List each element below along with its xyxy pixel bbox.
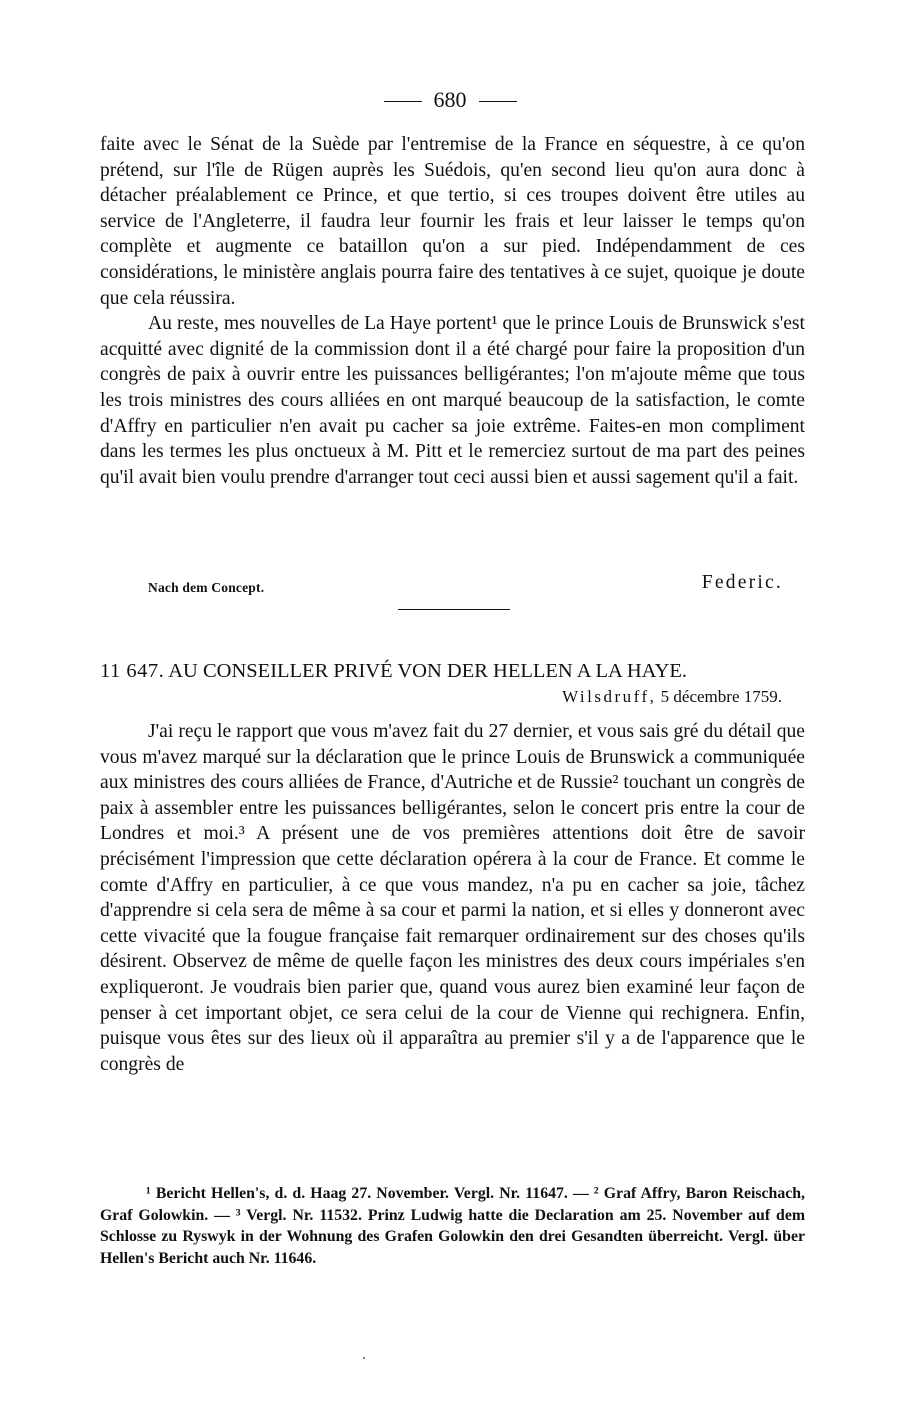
dateline (562, 685, 782, 709)
page-number (0, 86, 900, 114)
footnotes (100, 1183, 805, 1269)
page-number-value: 680 (433, 87, 467, 112)
source-note: Nach dem Concept. (148, 580, 265, 595)
paragraph: faite avec le Sénat de la Suède par l'entremise de la France en séquestre, à ce qu'on prétend, sur l'île de Rügen auprès les Suédois, qu'en second lieu qu'on aura donc à détacher préalablement ce Prince, et que tertio, si ces troupes doivent être utiles au service de l'Angleterre, il faudra leur fournir les frais et leur laisser le temps qu'on complète et augmente ce bataillon qu'on a sur pied. Indépendamment de ces considérations, le ministère anglais pourra faire des tentatives à ce sujet, quoique je doute que cela réussira. (100, 134, 805, 309)
page-number-dash-left (384, 101, 422, 102)
letter-body (100, 719, 805, 1077)
letter-number: 11 647. (100, 660, 165, 682)
signature: Federic. (701, 572, 783, 593)
footnote: ¹ Bericht Hellen's, d. d. Haag 27. November. Vergl. Nr. 11647. — ² Graf Affry, Baron Reischach, Graf Golowkin. — ³ Vergl. Nr. 11532. Prinz Ludwig hatte die Declaration am 25. November auf dem Schlosse zu Ryswyk in der Wohnung des Grafen Golowkin den drei Gesandten überreicht. Vergl. über Hellen's Bericht auch Nr. 11646. (100, 1185, 805, 1267)
paragraph: J'ai reçu le rapport que vous m'avez fait du 27 dernier, et vous sais gré du détail que vous m'avez marqué sur la déclaration que le prince Louis de Brunswick a communiquée aux ministres des cours alliées de France, d'Autriche et de Russie² touchant un congrès de paix à assembler entre les puissances belligérantes, selon le concert pris entre la cour de Londres et moi.³ A présent une de vos premières attentions doit être de savoir précisément l'impression que cette déclaration opérera à la cour de France. Et comme le comte d'Affry en particulier, à ce que vous mandez, n'a pu en cacher sa joie, tâchez d'apprendre si cela sera de même à sa cour et parmi la nation, et si elles y donneront avec cette vivacité que la fougue française fait remarquer ordinairement sur des choses qu'ils désirent. Observez de même de quelle façon les ministres des deux cours impériales s'en expliqueront. Je voudrais bien parier que, quand vous aurez bien examiné leur façon de penser à cet important objet, ce sera celui de la cour de Vienne qui rechignera. Enfin, puisque vous êtes sur des lieux où il apparaîtra au premier s'il y a de l'apparence que le congrès de (100, 721, 805, 1075)
letter-title: AU CONSEILLER PRIVÉ VON DER HELLEN A LA HAYE. (168, 660, 688, 682)
paragraph: Au reste, mes nouvelles de La Haye portent¹ que le prince Louis de Brunswick s'est acquitté avec dignité de la commission dont il a été chargé pour faire la proposition d'un congrès de paix à ouvrir entre les puissances belligérantes; l'on m'ajoute même que tous les trois ministres des cours alliées en ont marqué beaucoup de la satisfaction, le comte d'Affry en particulier n'en avait pu cacher sa joie extrême. Faites-en mon compliment dans les termes les plus onctueux à M. Pitt et le remerciez surtout de ma part des peines qu'il avait bien voulu prendre d'arranger tout ceci aussi bien et aussi sagement qu'il a fait. (100, 313, 805, 488)
section-divider (398, 609, 510, 610)
print-speck (363, 1357, 365, 1359)
previous-letter-text (100, 132, 805, 490)
page-number-dash-right (479, 101, 517, 102)
closing-row (148, 572, 783, 602)
dateline-date: 5 décembre 1759. (660, 687, 782, 706)
dateline-place: Wilsdruff, (562, 687, 657, 706)
letter-heading (100, 657, 805, 685)
